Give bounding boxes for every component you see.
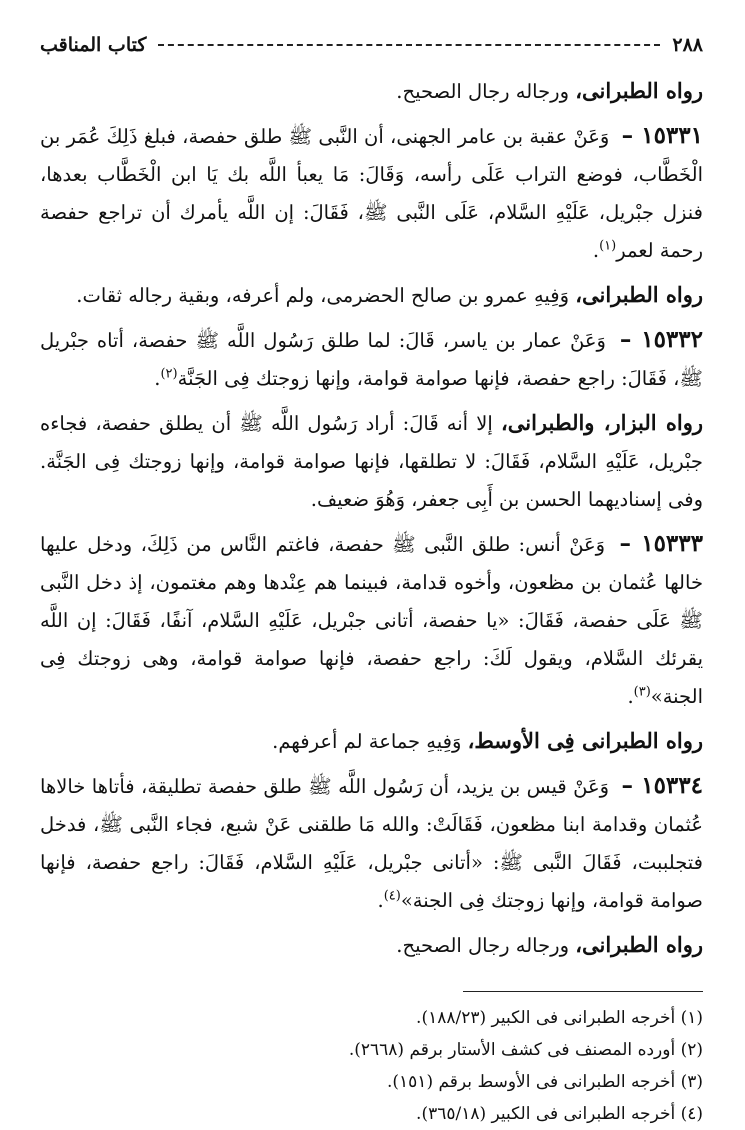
footnote: (٤) أخرجه الطبرانى فى الكبير (٣٦٥/١٨).: [416, 1104, 703, 1124]
narration-note: [40, 722, 703, 761]
narration-text: ورجاله رجال الصحيح.: [396, 80, 576, 103]
narration-note: [40, 404, 703, 519]
footnote: (١) أخرجه الطبرانى فى الكبير (١٨٨/٢٣).: [416, 1008, 703, 1028]
hadith-number: ١٥٣٣٢ –: [619, 326, 703, 353]
narrator-label: رواه الطبرانى،: [575, 282, 703, 307]
narration-text: وَفِيهِ عمرو بن صالح الحضرمى، ولم أعرفه، وبقية رجاله ثقات.: [76, 284, 576, 307]
narration-text: ورجاله رجال الصحيح.: [396, 934, 576, 957]
narration-note: [40, 72, 703, 111]
footnote-marker: (٣): [633, 684, 651, 700]
hadith-number: ١٥٣٣٣ –: [619, 530, 703, 557]
footnote-marker: (١): [599, 238, 617, 254]
page-content: [40, 72, 703, 965]
footnote: (٣) أخرجه الطبرانى فى الأوسط برقم (١٥١).: [387, 1072, 703, 1092]
hadith-end: .: [592, 239, 600, 262]
hadith-number: ١٥٣٣٤ –: [621, 772, 703, 799]
footnotes: [40, 1002, 703, 1130]
footnote-marker: (٤): [383, 888, 401, 904]
hadith-end: .: [627, 685, 634, 708]
narrator-label: رواه الطبرانى فِى الأوسط،: [467, 728, 703, 753]
hadith-text: وَعَنْ أنس: طلق النَّبى ﷺ حفصة، فاغتم النَّاس من ذَلِكَ، ودخل عليها خالها عُثمان بن مظعون، وأخوه قدامة، فبينما هم عِنْدها وهم مغتمون، إذ دخل النَّبى ﷺ عَلَى حفصة، فَقَالَ: «يا حفصة، أتانى جبْريل، عَلَيْهِ السَّلام، آنفًا، فَقَالَ: إن اللَّه يقرئك السَّلام، ويقول لَكَ: راجع حفصة، فإنها صوامة قوامة، وهى زوجتك فِى الجنة»: [40, 533, 703, 708]
narrator-label: رواه الطبرانى،: [575, 932, 703, 957]
book-title: كتاب المناقب: [40, 34, 147, 56]
hadith-text: وَعَنْ قيس بن يزيد، أن رَسُول اللَّه ﷺ طلق حفصة تطليقة، فأتاها خالاها عُثمان وقدامة ابنا مظعون، فَقَالَتْ: والله مَا طلقنى عَنْ شبع، فجاء النَّبى ﷺ، فدخل فتجلببت، فَقَالَ النَّبى ﷺ: «أتانى جبْريل، عَلَيْهِ السَّلام، فَقَالَ: راجع حفصة، فإنها صوامة قوامة، وإنها زوجتك فِى الجنة»: [40, 775, 703, 912]
narration-text: إلا أنه قَالَ: أراد رَسُول اللَّه ﷺ أن يطلق حفصة، فجاءه جبْريل، عَلَيْهِ السَّلام، فَقَالَ: لا تطلقها، فإنها صوامة قوامة، وإنها زوجتك فِى الجَنَّة. وفى إسناديهما الحسن بن أَبِى جعفر، وَهُوَ ضعيف.: [40, 412, 703, 511]
hadith-number: ١٥٣٣١ –: [621, 122, 703, 149]
hadith-entry: [40, 525, 703, 716]
narrator-label: رواه الطبرانى،: [575, 78, 703, 103]
narration-note: [40, 926, 703, 965]
hadith-entry: [40, 767, 703, 920]
page-header: [40, 28, 703, 62]
footnote: (٢) أورده المصنف فى كشف الأستار برقم (٢٦٦٨).: [348, 1040, 703, 1060]
hadith-text: وَعَنْ عقبة بن عامر الجهنى، أن النَّبى ﷺ طلق حفصة، فبلغ ذَلِكَ عُمَر بن الْخَطَّاب، فوضع التراب عَلَى رأسه، وَقَالَ: مَا يعبأ اللَّه بك يَا ابن الْخَطَّاب بعدها، فنزل جبْريل، عَلَيْهِ السَّلام، عَلَى النَّبى ﷺ، فَقَالَ: إن اللَّه يأمرك أن تراجع حفصة رحمة لعمر: [40, 125, 703, 262]
hadith-end: .: [377, 889, 384, 912]
hadith-entry: [40, 321, 703, 398]
hadith-entry: [40, 117, 703, 270]
page-number: ٢٨٨: [672, 34, 703, 56]
header-dashed-rule: [158, 44, 660, 46]
hadith-end: .: [154, 367, 161, 390]
footnote-separator: [463, 991, 703, 992]
footnote-marker: (٢): [160, 366, 178, 382]
narration-text: وَفِيهِ جماعة لم أعرفهم.: [272, 730, 468, 753]
narrator-label: رواه البزار، والطبرانى،: [500, 410, 703, 435]
hadith-text: وَعَنْ عمار بن ياسر، قَالَ: لما طلق رَسُول اللَّه ﷺ حفصة، أتاه جبْريل ﷺ، فَقَالَ: راجع حفصة، فإنها صوامة قوامة، وإنها زوجتك فِى الجَنَّة: [40, 329, 703, 390]
narration-note: [40, 276, 703, 315]
